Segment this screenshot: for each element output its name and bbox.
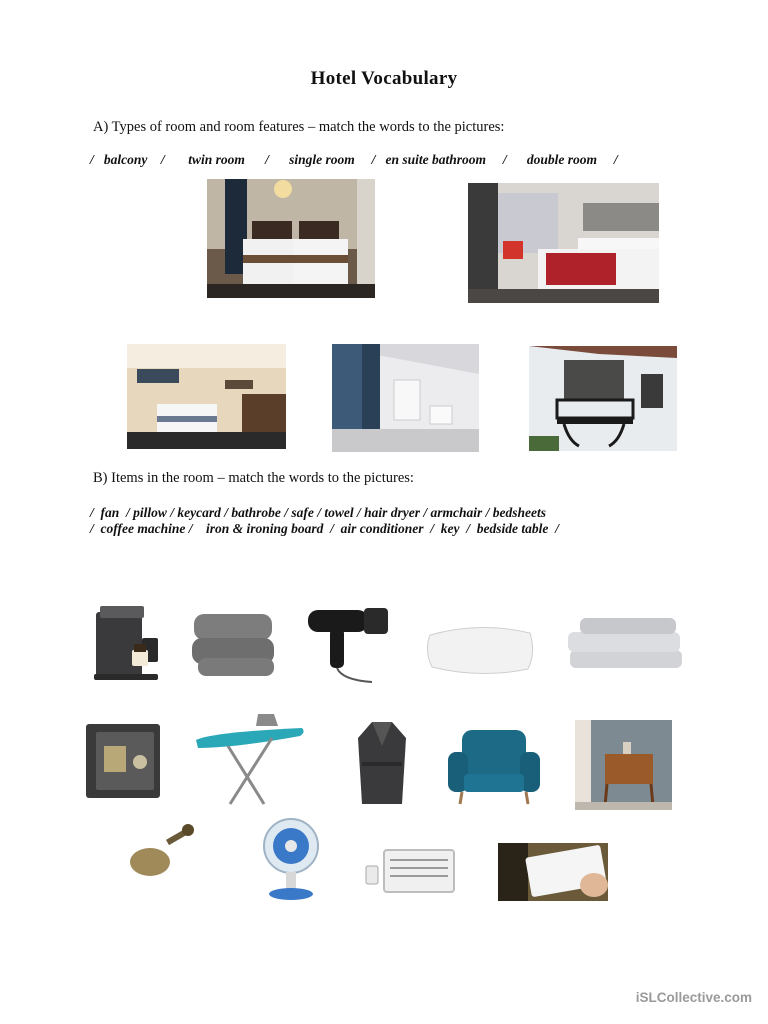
iron-and-ironing-board-picture <box>194 708 308 810</box>
coffee-machine-picture <box>92 602 162 682</box>
safe-picture <box>84 718 164 800</box>
section-b-word-bank-line-1: / fan / pillow / keycard / bathrobe / safe / towel / hair dryer / armchair / bedsheets <box>90 505 546 520</box>
section-a-word-bank: / balcony / twin room / single room / en suite bathroom / double room / <box>90 152 618 167</box>
double-room-photo <box>468 183 659 303</box>
page-title: Hotel Vocabulary <box>310 68 458 89</box>
hair-dryer-picture <box>302 604 394 684</box>
bedside-table-picture <box>575 720 672 810</box>
towel-picture <box>190 608 278 680</box>
en-suite-bathroom-photo <box>332 344 479 452</box>
watermark: iSLCollective.com <box>635 990 752 1005</box>
key-picture <box>128 820 202 880</box>
air-conditioner-picture <box>364 846 456 896</box>
single-room-photo <box>127 344 286 449</box>
bedsheets-picture <box>566 614 690 672</box>
fan-picture <box>256 816 326 902</box>
armchair-picture <box>446 726 542 806</box>
bathrobe-picture <box>356 718 408 806</box>
section-b-heading: B) Items in the room – match the words to the pictures: <box>93 470 414 486</box>
keycard-picture <box>498 843 608 901</box>
pillow-picture <box>424 617 536 679</box>
section-a-heading: A) Types of room and room features – match the words to the pictures: <box>93 119 505 135</box>
balcony-photo <box>529 346 677 451</box>
section-b-word-bank-line-2: / coffee machine / iron & ironing board / air conditioner / key / bedside table / <box>90 521 559 536</box>
twin-room-photo <box>207 179 375 298</box>
